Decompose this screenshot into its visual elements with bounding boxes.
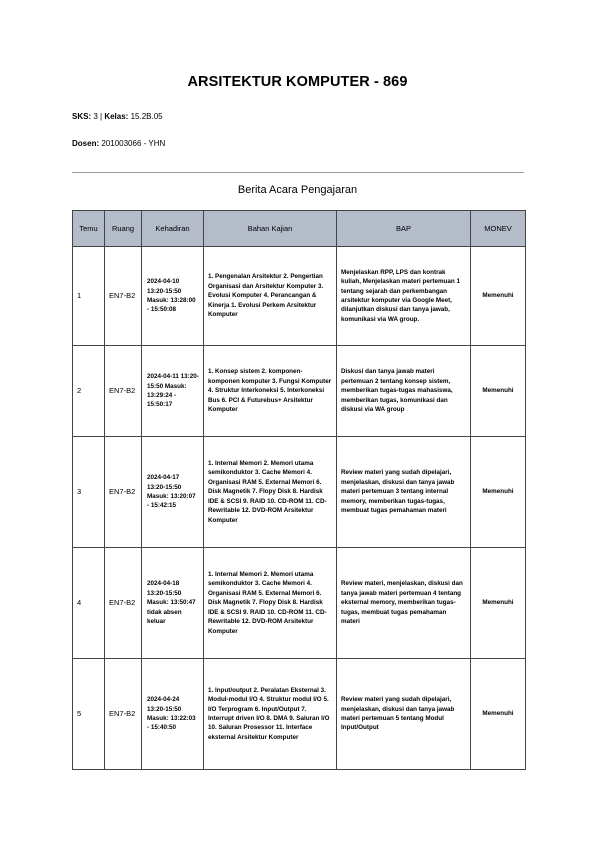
teaching-report-table	[72, 210, 526, 770]
cell-bahan-kajian: 1. Konsep sistem 2. komponen-komponen komputer 3. Fungsi Komputer 4. Struktur Interkoneksi 5. Interkoneksi Bus 6. PCI & Futurebus+ Arsitektur Komputer	[204, 346, 337, 437]
cell-monev: Memenuhi	[471, 548, 526, 659]
table-row	[73, 437, 526, 548]
cell-kehadiran: 2024-04-10 13:20-15:50 Masuk: 13:28:00 - 15:50:08	[142, 247, 204, 346]
cell-bap: Menjelaskan RPP, LPS dan kontrak kuliah, Menjelaskan materi pertemuan 1 tentang sejarah dan perkembangan arsitektur komputer via Google Meet, dilanjutkan diskusi dan tanya jawab, komunikasi via WA group.	[337, 247, 471, 346]
cell-ruang: EN7-B2	[105, 659, 142, 770]
cell-bahan-kajian: 1. Pengenalan Arsitektur 2. Pengertian Organisasi dan Arsitektur Komputer 3. Evolusi Komputer 4. Perancangan & Kinerja 1. Evolusi Perkem Arsitektur Komputer	[204, 247, 337, 346]
cell-temu: 5	[73, 659, 105, 770]
kelas-label: Kelas:	[104, 112, 129, 121]
cell-kehadiran: 2024-04-18 13:20-15:50 Masuk: 13:50:47 tidak absen keluar	[142, 548, 204, 659]
cell-bap: Diskusi dan tanya jawab materi pertemuan 2 tentang konsep sistem, memberikan tugas-tugas mahasiswa, memberikan tugas, komunikasi dan diskusi via WA group	[337, 346, 471, 437]
course-title: ARSITEKTUR KOMPUTER - 869	[187, 74, 408, 90]
cell-monev: Memenuhi	[471, 346, 526, 437]
cell-kehadiran: 2024-04-24 13:20-15:50 Masuk: 13:22:03 - 15:40:50	[142, 659, 204, 770]
cell-temu: 1	[73, 247, 105, 346]
cell-ruang: EN7-B2	[105, 548, 142, 659]
section-title: Berita Acara Pengajaran	[237, 184, 358, 196]
sks-label: SKS:	[72, 112, 92, 121]
column-header-bahan-kajian: Bahan Kajian	[204, 211, 337, 247]
cell-bap: Review materi yang sudah dipelajari, menjelaskan, diskusi dan tanya jawab materi pertemuan 3 tentang internal memory, memberikan tugas-tugas, membuat tugas pemahaman materi	[337, 437, 471, 548]
cell-bahan-kajian: 1. Internal Memori 2. Memori utama semikonduktor 3. Cache Memori 4. Organisasi RAM 5. External Memori 6. Disk Magnetik 7. Flopy Disk 8. Hardisk IDE & SCSI 9. RAID 10. CD-ROM 11. CD-Rewritable 12. DVD-ROM Arsitektur Komputer	[204, 548, 337, 659]
table-row	[73, 346, 526, 437]
cell-kehadiran: 2024-04-11 13:20-15:50 Masuk: 13:29:24 - 15:50:17	[142, 346, 204, 437]
cell-ruang: EN7-B2	[105, 437, 142, 548]
column-header-kehadiran: Kehadiran	[142, 211, 204, 247]
column-header-ruang: Ruang	[105, 211, 142, 247]
table-row	[73, 247, 526, 346]
cell-bahan-kajian: 1. Internal Memori 2. Memori utama semikonduktor 3. Cache Memori 4. Organisasi RAM 5. External Memori 6. Disk Magnetik 7. Flopy Disk 8. Hardisk IDE & SCSI 9. RAID 10. CD-ROM 11. CD-Rewritable 12. DVD-ROM Arsitektur Komputer	[204, 437, 337, 548]
divider	[72, 172, 524, 173]
cell-monev: Memenuhi	[471, 437, 526, 548]
kelas-value: 15.2B.05	[128, 112, 163, 121]
cell-temu: 3	[73, 437, 105, 548]
column-header-temu: Temu	[73, 211, 105, 247]
cell-bap: Review materi, menjelaskan, diskusi dan tanya jawab materi pertemuan 4 tentang eksternal memory, memberikan tugas-tugas, membuat tugas pemahaman materi	[337, 548, 471, 659]
cell-temu: 4	[73, 548, 105, 659]
column-header-monev: MONEV	[471, 211, 526, 247]
sks-value: 3 |	[91, 112, 105, 121]
cell-monev: Memenuhi	[471, 247, 526, 346]
cell-kehadiran: 2024-04-17 13:20-15:50 Masuk: 13:20:07 - 15:42:15	[142, 437, 204, 548]
table-row	[73, 548, 526, 659]
cell-temu: 2	[73, 346, 105, 437]
lecturer-info-line	[72, 139, 165, 148]
table-header-row	[73, 211, 526, 247]
cell-ruang: EN7-B2	[105, 346, 142, 437]
cell-bap: Review materi yang sudah dipelajari, menjelaskan, diskusi dan tanya jawab materi pertemuan 5 tentang Modul Input/Output	[337, 659, 471, 770]
table-row	[73, 659, 526, 770]
cell-monev: Memenuhi	[471, 659, 526, 770]
dosen-label: Dosen:	[72, 139, 100, 148]
dosen-value: 201003066 - YHN	[99, 139, 166, 148]
cell-bahan-kajian: 1. Input/output 2. Peralatan Eksternal 3. Modul-modul I/O 4. Struktur modul I/O 5. I/O Terprogram 6. Input/Output 7. Interrupt driven I/O 8. DMA 9. Saluran I/O 10. Saluran Prosessor 11. Interface eksternal Arsitektur Komputer	[204, 659, 337, 770]
course-info-line	[72, 112, 163, 121]
cell-ruang: EN7-B2	[105, 247, 142, 346]
column-header-bap: BAP	[337, 211, 471, 247]
